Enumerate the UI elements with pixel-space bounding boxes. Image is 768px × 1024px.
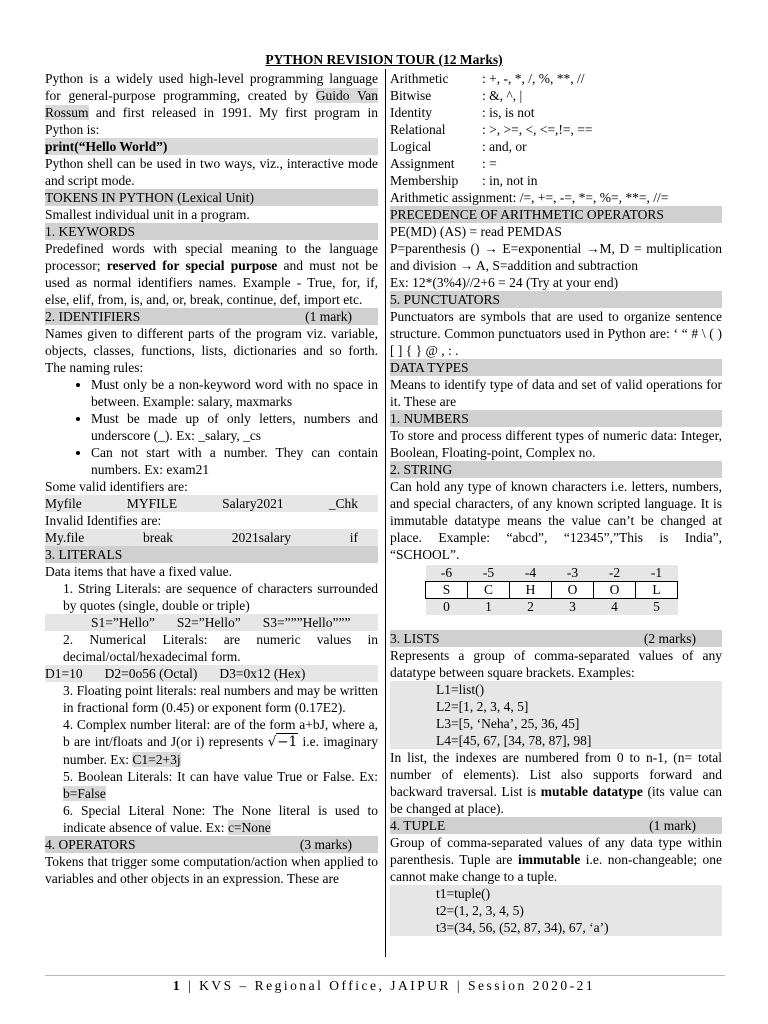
operators-marks: (3 marks) (299, 837, 352, 852)
operator-values: : = (482, 156, 497, 171)
positive-index-row (426, 599, 678, 616)
complex-example: C1=2+3j (132, 752, 181, 767)
operator-values: : +, -, *, /, %, **, // (482, 71, 585, 86)
column-divider (385, 69, 386, 957)
identifier-example: _Chk (328, 496, 358, 511)
code-example: L4=[45, 67, [34, 78, 87], 98] (436, 733, 592, 748)
string-literals: 1. String Literals: are sequence of characters surrounded by quotes (single, double or triple) (63, 581, 378, 613)
keywords-text: Predefined words with special meaning to the language processor; (45, 241, 378, 273)
identifiers-definition: Names given to different parts of the program viz. variable, objects, classes, functions, lists, dictionaries and so forth. The naming rules: (45, 326, 378, 375)
tuple-header-label: 4. TUPLE (390, 818, 446, 833)
tuple-text-2: i.e. non-changeable; one cannot make change to a tuple. (390, 852, 722, 884)
tuple-bold: immutable (517, 852, 581, 867)
identifier-example: My.file (45, 530, 85, 545)
identifier-rule: • Can not start with a number. They can contain numbers. Ex: exam21 (91, 444, 378, 478)
tuple-header (390, 817, 722, 834)
page-footer (0, 978, 768, 994)
valid-identifiers-row (45, 495, 378, 512)
char-cell: C (468, 582, 510, 599)
page-number: 1 (172, 978, 183, 993)
index-cell: 4 (594, 599, 636, 616)
pemdas-line: PE(MD) (AS) = read PEMDAS (390, 224, 562, 239)
index-cell: -6 (426, 565, 468, 582)
negative-index-row (426, 565, 678, 582)
boolean-text: 5. Boolean Literals: It can have value True or False. Ex: (63, 769, 378, 784)
index-cell: 3 (552, 599, 594, 616)
char-cell: H (510, 582, 552, 599)
complex-text: 4. Complex number literal: are of the form a+bJ, where a, b are int/floats and J(or i) represents (63, 717, 378, 749)
operators-header-label: 4. OPERATORS (45, 837, 136, 852)
identifier-rule: • Must only be a non-keyword word with no space in between. Example: salary, maxmarks (91, 376, 378, 410)
tokens-definition: Smallest individual unit in a program. (45, 207, 250, 222)
character-row (426, 582, 678, 599)
footer-text: | KVS – Regional Office, JAIPUR | Session 2020-21 (182, 978, 596, 993)
operator-name: Arithmetic (390, 71, 449, 86)
identifiers-marks: (1 mark) (305, 309, 352, 324)
literals-definition: Data items that have a fixed value. (45, 564, 233, 579)
operator-name: Identity (390, 105, 432, 120)
identifier-example: MYFILE (126, 496, 178, 511)
numerical-literal-examples (45, 665, 378, 682)
list-examples (390, 681, 722, 749)
lists-bold: mutable datatype (540, 784, 643, 799)
invalid-identifiers-label: Invalid Identifies are: (45, 513, 162, 528)
lists-text: In list, the indexes are numbered from 0 to n-1, (n= total number of elements). List also supports forward and backward traversal. List is (390, 750, 722, 799)
tokens-header: TOKENS IN PYTHON (Lexical Unit) (45, 189, 378, 206)
sqrt-symbol (268, 734, 299, 751)
code-example: t2=(1, 2, 3, 4, 5) (436, 903, 524, 918)
keywords-bold: reserved for special purpose (106, 258, 278, 273)
creator-name: Guido Van Rossum (45, 88, 378, 120)
spacer (390, 617, 722, 630)
code-example: D3=0x12 (Hex) (219, 666, 306, 681)
code-example: L3=[5, ‘Neha’, 25, 36, 45] (436, 716, 580, 731)
code-example: L1=list() (436, 682, 485, 697)
punctuators-text: Punctuators are symbols that are used to organize sentence structure. Common punctuators used in Python are: ‘ “ # \ ( ) [ ] { } @ , : . (390, 309, 722, 358)
index-cell: 5 (636, 599, 678, 616)
code-example: L2=[1, 2, 3, 4, 5] (436, 699, 529, 714)
lists-header (390, 630, 722, 647)
code-example: S3=”””Hello””” (262, 615, 351, 630)
index-cell: -5 (468, 565, 510, 582)
index-cell: 0 (426, 599, 468, 616)
numbers-header: 1. NUMBERS (390, 410, 722, 427)
identifier-example: if (349, 530, 358, 545)
keywords-paragraph (45, 240, 378, 308)
shell-text: Python shell can be used in two ways, viz., interactive mode and script mode. (45, 156, 378, 188)
complex-text-2: i.e. imaginary number. Ex: (63, 734, 378, 767)
operator-name: Logical (390, 139, 432, 154)
identifier-rules-list (45, 376, 378, 478)
code-example: S2=”Hello” (176, 615, 241, 630)
char-cell: L (636, 582, 678, 599)
code-example: S1=”Hello” (91, 615, 155, 630)
keywords-text-2: and must not be used as normal identifiers names. Example - True, for, if, else, elif, from, is, and, or, break, continue, def, import etc. (45, 258, 379, 307)
valid-identifiers-label: Some valid identifiers are: (45, 479, 188, 494)
code-example: t1=tuple() (436, 886, 491, 901)
code-example: t3=(34, 56, (52, 87, 34), 67, ‘a’) (436, 920, 609, 935)
numerical-literals: 2. Numerical Literals: are numeric values in decimal/octal/hexadecimal form. (63, 632, 378, 664)
char-cell: O (552, 582, 594, 599)
index-cell: 1 (468, 599, 510, 616)
operators-definition: Tokens that trigger some computation/action when applied to variables and other objects in an expression. These are (45, 854, 378, 886)
lists-text-2: (its value can be changed at place). (390, 784, 722, 816)
identifier-example: 2021salary (231, 530, 291, 545)
datatypes-header: DATA TYPES (390, 359, 722, 376)
intro-text: Python is a widely used high-level programming language for general-purpose programming, created by (45, 71, 378, 103)
floating-literals: 3. Floating point literals: real numbers and may be written in fractional form (0.45) or exponent form (0.17E2). (63, 683, 378, 715)
operator-name: Bitwise (390, 88, 432, 103)
char-cell: O (594, 582, 636, 599)
datatypes-definition: Means to identify type of data and set of valid operations for it. These are (390, 377, 722, 409)
intro-text-2: and first released in 1991. My first program in Python is: (45, 105, 378, 137)
lists-explanation (390, 749, 722, 817)
operator-values: : and, or (482, 139, 527, 154)
string-text: Can hold any type of known characters i.e. letters, numbers, and special characters, of any known scripted language. It is immutable datatype means the value can’t be changed at place. Example: “abcd”, “12345”,”This is India”, “SCHOOL”. (390, 479, 722, 562)
index-cell: 2 (510, 599, 552, 616)
operator-name: Relational (390, 122, 446, 137)
identifier-example: break (143, 530, 173, 545)
index-cell: -4 (510, 565, 552, 582)
none-literal (45, 802, 378, 836)
operator-name: Assignment (390, 156, 455, 171)
right-column (390, 70, 722, 936)
sqrt-radicand: −1 (277, 734, 298, 750)
identifier-example: Salary2021 (222, 496, 284, 511)
operator-name: Membership (390, 173, 459, 188)
string-literal-examples (45, 614, 378, 631)
operator-values: : &, ^, | (482, 88, 523, 103)
page-title: PYTHON REVISION TOUR (12 Marks) (265, 52, 503, 67)
literals-header: 3. LITERALS (45, 546, 378, 563)
operators-header (45, 836, 378, 853)
operator-values: : in, not in (482, 173, 538, 188)
operator-values: : >, >=, <, <=,!=, == (482, 122, 593, 137)
index-cell: -3 (552, 565, 594, 582)
precedence-header: PRECEDENCE OF ARITHMETIC OPERATORS (390, 206, 722, 223)
keywords-header: 1. KEYWORDS (45, 223, 378, 240)
identifiers-header (45, 308, 378, 325)
footer-rule (45, 975, 725, 976)
identifiers-header-label: 2. IDENTIFIERS (45, 309, 141, 324)
index-cell: -2 (594, 565, 636, 582)
tuple-text: Group of comma-separated values of any data type within parenthesis. Tuple are (390, 835, 722, 867)
numbers-text: To store and process different types of numeric data: Integer, Boolean, Floating-point, Complex no. (390, 428, 722, 460)
first-program: print(“Hello World”) (45, 138, 378, 155)
index-cell: -1 (636, 565, 678, 582)
left-column (45, 70, 378, 887)
tuple-explanation (390, 834, 722, 885)
lists-definition: Represents a group of comma-separated values of any datatype between square brackets. Examples: (390, 648, 722, 680)
tuple-examples (390, 885, 722, 936)
operators-list (390, 70, 722, 189)
pemdas-explanation: P=parenthesis () → E=exponential →M, D = multiplication and division → A, S=addition and subtraction (390, 241, 722, 273)
arithmetic-assignment: Arithmetic assignment: /=, +=, -=, *=, %=, **=, //= (390, 190, 669, 205)
identifier-example: Myfile (45, 496, 82, 511)
lists-header-label: 3. LISTS (390, 631, 440, 646)
punctuators-header: 5. PUNCTUATORS (390, 291, 722, 308)
boolean-example: b=False (63, 786, 106, 801)
string-header: 2. STRING (390, 461, 722, 478)
identifier-rule: • Must be made up of only letters, numbers and underscore (_). Ex: _salary, _cs (91, 410, 378, 444)
none-example: c=None (227, 820, 271, 835)
code-example: D1=10 (45, 666, 83, 681)
code-example: D2=0o56 (Octal) (104, 666, 198, 681)
pemdas-example: Ex: 12*(3%4)//2+6 = 24 (Try at your end) (390, 275, 619, 290)
sqrt-sign: √ (267, 734, 277, 750)
char-cell: S (426, 582, 468, 599)
intro-paragraph (45, 70, 378, 138)
none-text: 6. Special Literal None: The None literal is used to indicate absence of value. Ex: (63, 803, 378, 835)
invalid-identifiers-row (45, 529, 378, 546)
lists-marks: (2 marks) (643, 631, 696, 646)
complex-literals (45, 716, 378, 768)
operator-values: : is, is not (482, 105, 535, 120)
tuple-marks: (1 mark) (649, 818, 696, 833)
boolean-literals (45, 768, 378, 802)
string-index-table (425, 565, 678, 615)
